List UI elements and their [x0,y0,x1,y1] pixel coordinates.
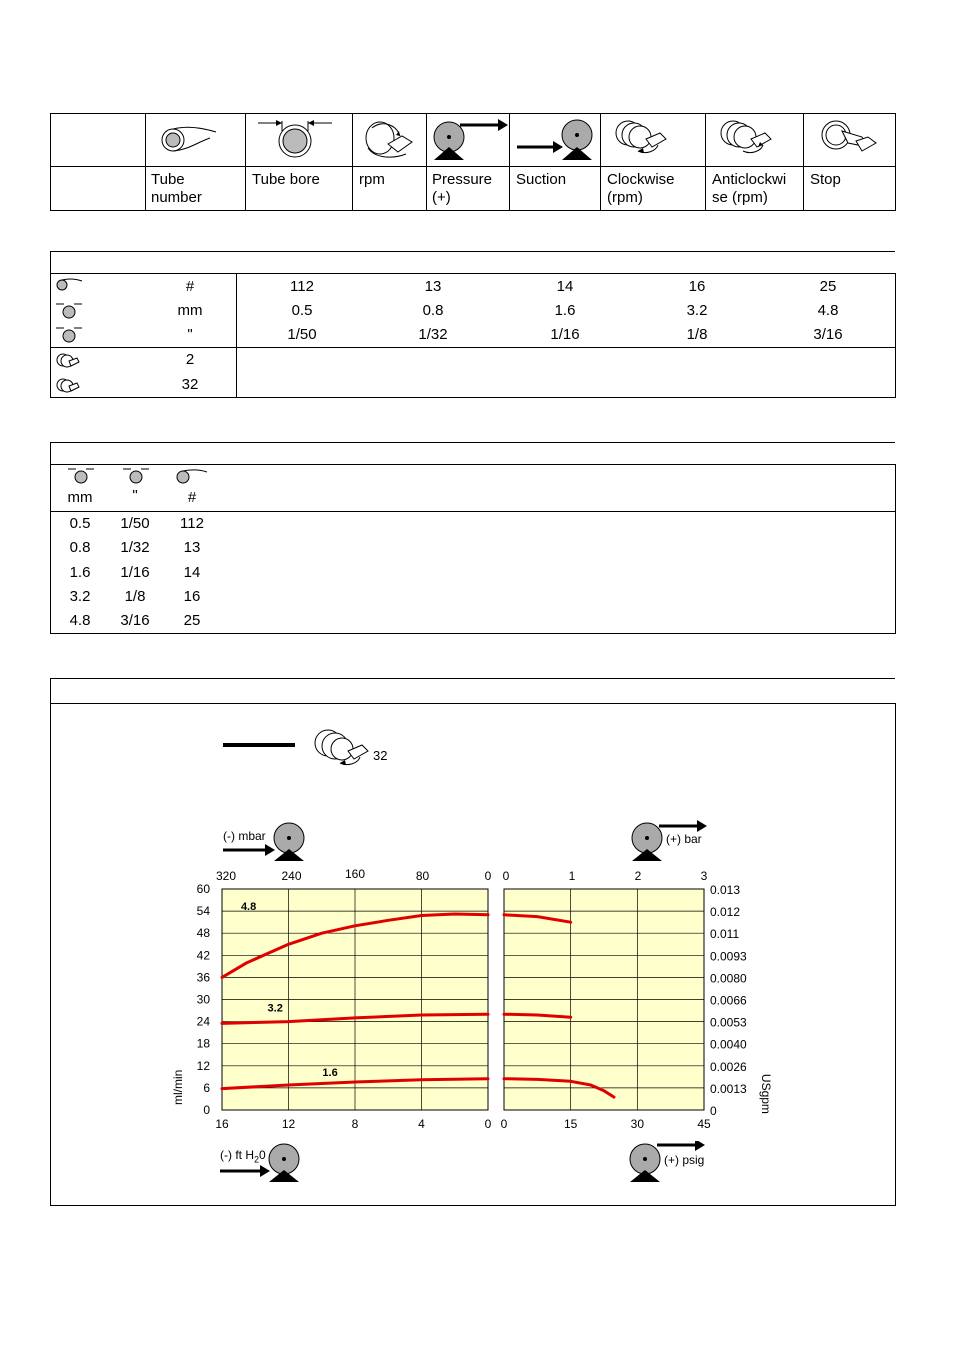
y-tick-label-right: 0.0053 [710,1015,747,1030]
tube-table-header-inch: " [132,487,138,504]
x-tick-label-top-left: 160 [344,867,366,881]
tube-table-cell: 1/8 [124,587,146,605]
tube-table-cell: 16 [183,587,201,605]
x-tick-label-top-right: 1 [568,869,576,883]
y-tick-label: 24 [196,1014,210,1029]
spec-cell: 13 [424,278,442,295]
y-tick-label-right: 0.011 [710,927,740,942]
tube-table-cell: 13 [183,539,201,557]
series-label: 3.2 [267,1002,283,1015]
suction-bottom-label-sub: 2 [254,1154,260,1165]
x-tick-label-top-left: 240 [281,869,302,883]
clockwise-icon [312,727,372,769]
legend-label-clockwise: Clockwise (rpm) [607,171,675,206]
x-tick-label-top-right: 3 [700,869,708,883]
speed-label: 32 [373,748,388,763]
spec-cell: 0.5 [291,302,313,319]
spec-cell: 3.2 [686,302,708,319]
y-tick-label: 36 [196,970,210,985]
tube-bore-icon [54,325,84,347]
tube-table-cell: 0.8 [69,539,91,557]
rpm-icon [55,376,81,398]
y-tick-label: 0 [203,1103,210,1117]
spec-unit: " [187,326,193,343]
tube-table-cell: 3.2 [69,587,91,605]
tube-bore-icon [66,466,96,484]
tube-table-header-number: # [187,489,197,506]
spec-cell: 1/50 [287,326,317,343]
legend-label-tube-bore: Tube bore [252,171,320,188]
suction-bottom-label-text: (-) ft H [220,1148,254,1162]
x-tick-label-bottom-left: 8 [351,1117,359,1131]
x-tick-label-bottom-left: 0 [484,1117,492,1131]
y-tick-label: 18 [196,1036,210,1051]
anticlockwise-icon [717,117,777,157]
x-tick-label-top-right: 2 [634,869,642,883]
tube-table-header-mm: mm [67,489,93,506]
spec-unit: mm [177,302,203,319]
y-tick-label: 12 [196,1058,210,1073]
legend-label-rpm: rpm [359,171,385,188]
y-tick-label-right: 0.0080 [710,971,747,986]
spec-cell: 1.6 [554,302,576,319]
x-tick-label-bottom-left: 16 [215,1117,229,1131]
legend-label-stop: Stop [810,171,841,188]
suction-top-label: (-) mbar [223,829,266,843]
y-tick-label-right: 0.0026 [710,1059,747,1074]
y-tick-label: 6 [203,1080,210,1095]
y-axis-label: ml/min [171,1069,185,1105]
tube-table-cell: 0.5 [69,515,91,532]
spec-cell: 112 [290,278,314,295]
y-axis-label-right: USgpm [759,1073,773,1114]
suction-bottom-label-tail: 0 [259,1148,266,1162]
x-tick-label-top-left: 0 [484,869,492,883]
y-tick-label: 42 [196,948,210,963]
tube-bore-icon [54,301,84,323]
spec-cell: 1/16 [550,326,580,343]
tube-table-cell: 4.8 [69,612,91,630]
spec-cell: 4.8 [817,302,839,319]
suction-pump-icon [515,117,597,161]
tube-table-cell: 1/50 [120,515,150,532]
spec-cell: 0.8 [422,302,444,319]
x-tick-label-top-left: 320 [215,869,237,883]
pressure-pump-icon [430,117,510,161]
x-tick-label-bottom-left: 12 [281,1117,296,1131]
x-tick-label-bottom-right: 30 [630,1117,645,1131]
pressure-bottom-label: (+) psig [664,1153,705,1167]
y-tick-label-right: 0.0040 [710,1037,747,1052]
y-tick-label-right: 0.012 [710,905,741,920]
legend-label-pressure: Pressure (+) [432,171,493,206]
stop-icon [818,117,880,157]
legend-line-sample [223,743,295,747]
rpm-icon [55,351,81,373]
spec-cell: 16 [688,278,706,295]
y-tick-label-right: 0.0013 [710,1081,747,1096]
rpm-icon [362,118,418,162]
tube-number-icon [175,467,209,485]
tube-number-icon [158,122,220,156]
x-tick-label-bottom-left: 4 [418,1117,425,1131]
spec-cell: 3/16 [813,326,843,343]
spec-cell: 14 [556,278,574,295]
x-tick-label-top-left: 80 [415,869,430,883]
x-tick-label-bottom-right: 45 [697,1117,711,1131]
y-tick-label-right: 0.0093 [710,949,747,964]
spec-cell: 1/8 [686,326,708,343]
suction-pump-icon [221,820,307,862]
y-tick-label: 60 [196,882,210,896]
x-tick-label-top-right: 0 [502,869,510,883]
speed-value: 2 [185,351,195,368]
tube-table-cell: 25 [183,612,201,630]
tube-table-cell: 3/16 [120,612,150,630]
tube-table-cell: 1/16 [120,563,150,581]
y-tick-label-right: 0.013 [710,883,741,897]
tube-bore-icon [121,466,151,484]
y-tick-label-right: 0.0066 [710,993,747,1008]
y-tick-label: 54 [196,904,210,919]
spec-cell: 25 [819,278,837,295]
spec-cell: 1/32 [418,326,448,343]
y-tick-label: 30 [196,992,210,1007]
tube-number-icon [54,277,84,297]
speed-value: 32 [181,376,199,393]
clockwise-icon [612,117,672,157]
spec-unit: # [185,278,195,295]
legend-label-anticlockwise: Anticlockwi se (rpm) [712,171,787,206]
tube-bore-icon [256,117,346,159]
flow-chart [160,860,800,1150]
x-tick-label-bottom-right: 0 [500,1117,508,1131]
tube-table-cell: 112 [180,515,204,532]
legend-label-tube-number: Tube number [151,171,202,206]
series-label: 1.6 [322,1066,338,1079]
x-tick-label-bottom-right: 15 [563,1117,578,1131]
tube-table-cell: 1/32 [120,539,150,557]
tube-table-cell: 14 [183,563,201,581]
y-tick-label-right: 0 [710,1104,717,1118]
series-label: 4.8 [240,901,257,914]
tube-table-cell: 1.6 [69,563,91,581]
pressure-top-label: (+) bar [666,832,702,846]
legend-label-suction: Suction [516,171,567,188]
y-tick-label: 48 [196,926,210,941]
